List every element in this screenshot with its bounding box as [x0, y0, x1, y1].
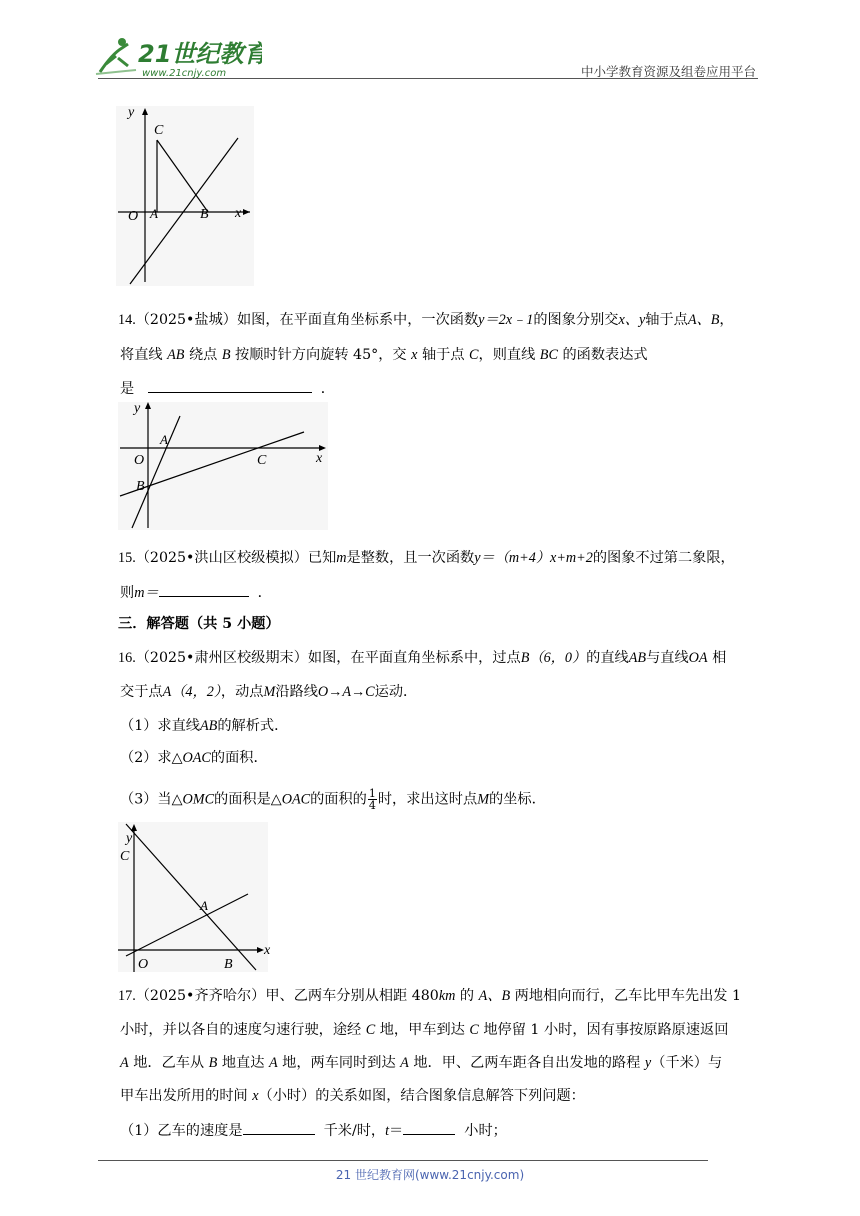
- footer-text: 21 世纪教育网(www.21cnjy.com): [335, 1168, 525, 1182]
- q15-line-2: 则m＝ ．: [120, 582, 272, 603]
- fig16-label-c: C: [120, 849, 130, 864]
- q16-number: 16.: [118, 650, 136, 666]
- fig14-label-a: A: [160, 432, 168, 447]
- fig13-label-o: O: [128, 209, 139, 224]
- fig16-label-x: x: [264, 943, 271, 958]
- q14-number: 14.: [118, 312, 136, 328]
- q17-number: 17.: [118, 988, 136, 1004]
- fig16-label-y: y: [126, 831, 133, 846]
- q15-number: 15.: [118, 550, 136, 566]
- q14-line-2: 将直线 AB 绕点 B 按顺时针方向旋转 45°，交 x 轴于点 C，则直线 BC 的函数表达式: [120, 347, 648, 363]
- q14-line-3: 是 ．: [120, 378, 335, 399]
- q16-sub-3: （3）当△OMC的面积是△OAC的面积的 $\frac{1}{4}$ 时，求出这时点M的坐标．: [120, 787, 546, 812]
- figure-q16: [112, 816, 274, 974]
- q17-line-3: A 地．乙车从 B 地直达 A 地，两车同时到达 A 地．甲、乙两车距各自出发地的路程 y（千米）与: [120, 1055, 723, 1071]
- q14-source: （2025•盐城）: [135, 312, 237, 328]
- q17-line-2: 小时，并以各自的速度匀速行驶，途经 C 地，甲车到达 C 地停留 1 小时，因有事按原路原速返回: [120, 1022, 729, 1038]
- fig14-label-c: C: [257, 453, 267, 468]
- fig13-label-b: B: [200, 207, 209, 222]
- section-3-title: 三．解答题（共 5 小题）: [118, 616, 280, 632]
- fig14-label-x: x: [316, 451, 323, 466]
- header-platform-text: 中小学教育资源及组卷应用平台: [580, 64, 756, 79]
- q16-sub-1: （1）求直线AB的解析式．: [120, 718, 289, 734]
- q15-answer-blank[interactable]: [159, 582, 249, 597]
- fig13-label-a: A: [150, 206, 158, 221]
- header-divider: [98, 78, 758, 79]
- q17-line-1: 17.（2025•齐齐哈尔）甲、乙两车分别从相距 480km 的 A、B 两地相向而行，乙车比甲车先出发 1: [118, 988, 741, 1004]
- q15-line-1: 15.（2025•洪山区校级模拟）已知m是整数，且一次函数y＝（m+4）x+m+2的图象不过第二象限，: [118, 550, 735, 566]
- fig13-label-x: x: [235, 206, 242, 221]
- q16-line-1: 16.（2025•肃州区校级期末）如图，在平面直角坐标系中，过点B（6，0）的直线AB与直线OA 相: [118, 650, 727, 666]
- fig16-label-a: A: [200, 898, 208, 913]
- q17-sub-1: （1）乙车的速度是 千米/时，t＝ 小时；: [120, 1120, 507, 1141]
- logo-runner-icon: [92, 34, 262, 80]
- fig14-label-y: y: [134, 401, 141, 416]
- figure-q14: [112, 396, 332, 532]
- q16-sub-2: （2）求△OAC的面积．: [120, 750, 268, 766]
- fig13-label-c: C: [154, 123, 164, 138]
- q17-line-4: 甲车出发所用的时间 x（小时）的关系如图，结合图象信息解答下列问题：: [120, 1088, 585, 1104]
- q16-line-2: 交于点A（4，2），动点M沿路线O→A→C运动．: [120, 684, 418, 700]
- q14-line-1: 14.（2025•盐城）如图，在平面直角坐标系中，一次函数y＝2x﹣1的图象分别交x、y轴于点A、B，: [118, 312, 734, 328]
- footer-divider: [98, 1160, 708, 1161]
- fig14-label-o: O: [134, 453, 145, 468]
- fig16-label-o: O: [138, 957, 149, 972]
- figure-q13: [110, 100, 260, 290]
- q15-source: （2025•洪山区校级模拟）: [135, 550, 308, 566]
- q17-speed-blank[interactable]: [243, 1120, 315, 1135]
- logo-url: www.21cnjy.com: [142, 68, 227, 79]
- logo: [92, 34, 262, 80]
- q16-source: （2025•肃州区校级期末）: [135, 650, 308, 666]
- fig14-label-b: B: [136, 479, 145, 494]
- logo-text: 21世纪教育: [138, 40, 262, 68]
- q16-fraction: $\frac{1}{4}$: [368, 787, 376, 812]
- q17-time-blank[interactable]: [403, 1120, 455, 1135]
- q14-answer-blank[interactable]: [148, 378, 312, 393]
- q17-source: （2025•齐齐哈尔）: [135, 988, 266, 1004]
- fig13-label-y: y: [128, 105, 135, 120]
- fig16-label-b: B: [224, 957, 233, 972]
